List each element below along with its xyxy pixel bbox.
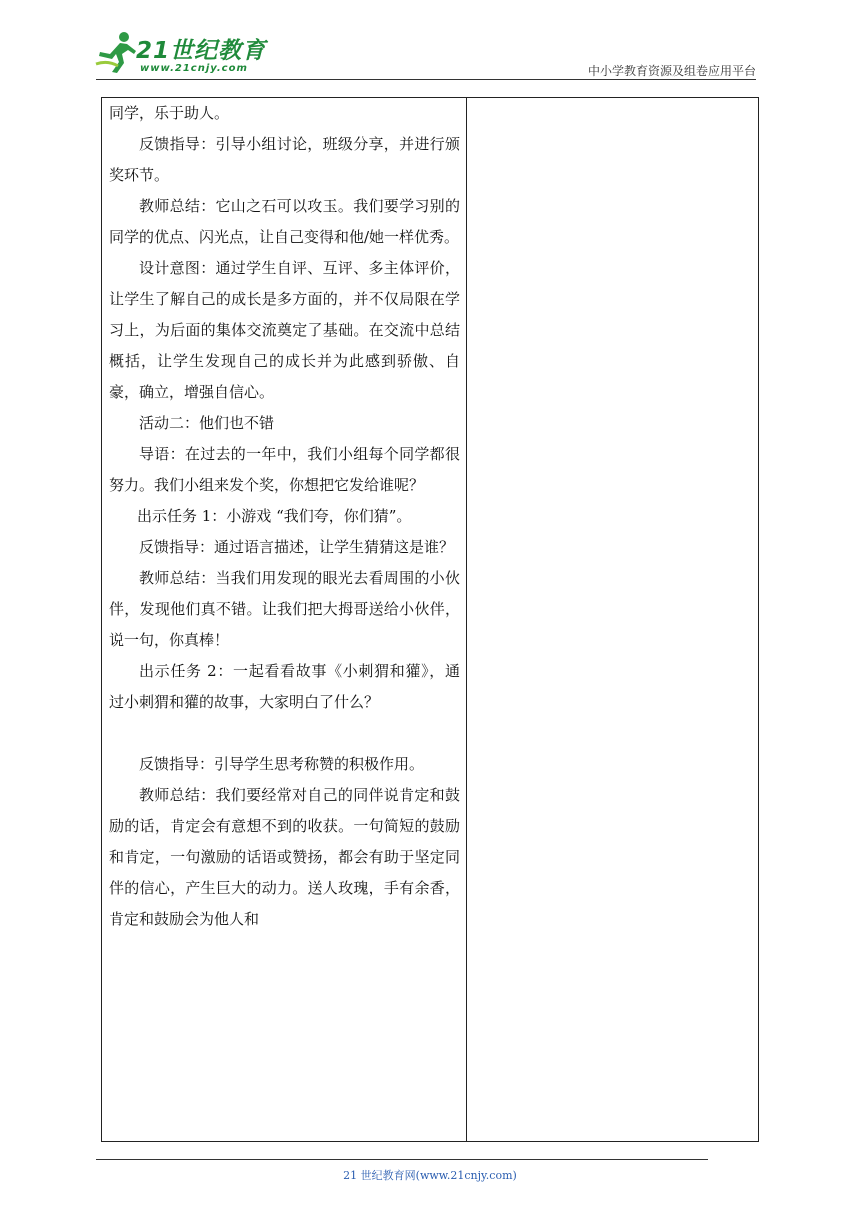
paragraph: 教师总结：它山之石可以攻玉。我们要学习别的同学的优点、闪光点，让自己变得和他/她一样优秀。 xyxy=(109,197,460,246)
logo-title: 21世纪教育 xyxy=(136,38,267,64)
logo xyxy=(94,30,267,80)
activity-heading: 活动二：他们也不错 xyxy=(139,414,275,432)
paragraph: 反馈指导：引导学生思考称赞的积极作用。 xyxy=(139,755,425,773)
header-divider xyxy=(96,79,756,80)
blank-line xyxy=(109,718,460,749)
platform-name: 中小学教育资源及组卷应用平台 xyxy=(587,64,756,78)
footer-divider xyxy=(96,1159,708,1160)
paragraph: 教师总结：当我们用发现的眼光去看周围的小伙伴，发现他们真不错。让我们把大拇哥送给小伙伴，说一句，你真棒！ xyxy=(109,569,460,649)
paragraph: 反馈指导：通过语言描述，让学生猜猜这是谁？ xyxy=(139,538,455,556)
lesson-table xyxy=(101,97,759,1142)
runner-logo-icon xyxy=(94,30,138,74)
table-cell-content xyxy=(102,98,466,1141)
paragraph: 导语：在过去的一年中，我们小组每个同学都很努力。我们小组来发个奖，你想把它发给谁呢？ xyxy=(109,445,460,494)
paragraph: 教师总结：我们要经常对自己的同伴说肯定和鼓励的话，肯定会有意想不到的收获。一句简短的鼓励和肯定，一句激励的话语或赞扬，都会有助于坚定同伴的信心，产生巨大的动力。送人玫瑰，手有余香，肯定和鼓励会为他人和 xyxy=(109,786,460,928)
footer-credit[interactable]: 21 世纪教育网(www.21cnjy.com) xyxy=(343,1169,517,1182)
paragraph: 设计意图：通过学生自评、互评、多主体评价，让学生了解自己的成长是多方面的，并不仅局限在学习上，为后面的集体交流奠定了基础。在交流中总结概括，让学生发现自己的成长并为此感到骄傲、自豪，确立，增强自信心。 xyxy=(109,259,460,401)
task-paragraph: 出示任务 1：小游戏 “我们夸，你们猜”。 xyxy=(137,507,412,525)
logo-url: www.21cnjy.com xyxy=(140,63,248,74)
paragraph: 同学，乐于助人。 xyxy=(109,104,230,122)
task-paragraph: 出示任务 2：一起看看故事《小刺猬和獾》，通过小刺猬和獾的故事，大家明白了什么？ xyxy=(109,662,460,711)
page-header xyxy=(0,0,860,80)
paragraph: 反馈指导：引导小组讨论，班级分享，并进行颁奖环节。 xyxy=(109,135,460,184)
table-cell-empty xyxy=(467,98,758,1141)
